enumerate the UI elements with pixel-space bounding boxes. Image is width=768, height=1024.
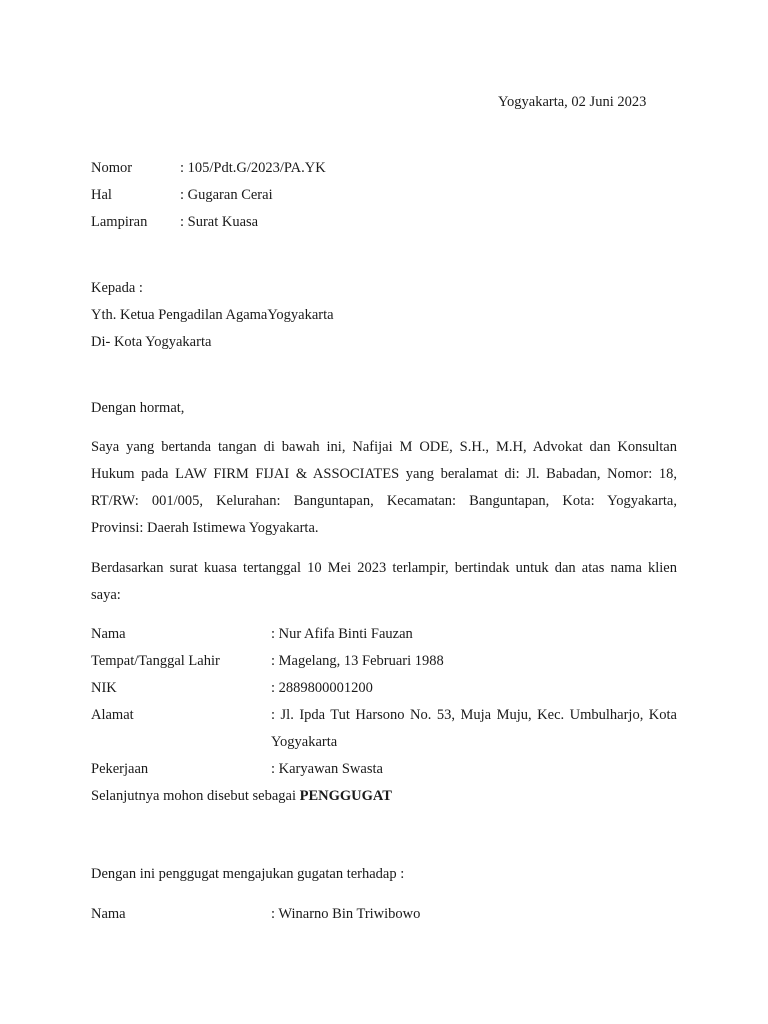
plaintiff-designation: [91, 783, 392, 810]
defendant-nama-label: Nama: [91, 906, 126, 922]
lampiran-value: : Surat Kuasa: [180, 214, 259, 230]
plaintiff-ttl-value: : Magelang, 13 Februari 1988: [271, 653, 444, 669]
plaintiff-nik-label: NIK: [91, 680, 117, 696]
nomor-label: Nomor: [91, 160, 133, 176]
intro-line-4: Provinsi: Daerah Istimewa Yogyakarta.: [91, 520, 319, 536]
place-date: Yogyakarta, 02 Juni 2023: [498, 94, 647, 110]
plaintiff-alamat-label: Alamat: [91, 707, 134, 723]
intro-line-1: Saya yang bertanda tangan di bawah ini, Nafijai M ODE, S.H., M.H, Advokat dan Konsultan: [91, 439, 677, 455]
designation-prefix: Selanjutnya mohon disebut sebagai: [91, 788, 300, 804]
intro-line-3: RT/RW: 001/005, Kelurahan: Banguntapan, Kecamatan: Banguntapan, Kota: Yogyakarta,: [91, 493, 677, 509]
power-paragraph: [91, 555, 677, 609]
recipient-kepada: Kepada :: [91, 280, 143, 296]
plaintiff-ttl-label: Tempat/Tanggal Lahir: [91, 653, 220, 669]
salutation: Dengan hormat,: [91, 400, 185, 416]
lawsuit-intro: Dengan ini penggugat mengajukan gugatan terhadap :: [91, 866, 405, 882]
power-line-1: Berdasarkan surat kuasa tertanggal 10 Mei 2023 terlampir, bertindak untuk dan atas nama klien: [91, 560, 677, 576]
designation-bold: PENGGUGAT: [299, 788, 392, 804]
plaintiff-pekerjaan-label: Pekerjaan: [91, 761, 149, 777]
defendant-nama-value: : Winarno Bin Triwibowo: [271, 906, 421, 922]
alamat-line-1: : Jl. Ipda Tut Harsono No. 53, Muja Muju, Kec. Umbulharjo, Kota: [271, 707, 677, 723]
hal-value: : Gugaran Cerai: [180, 187, 273, 203]
plaintiff-nik-value: : 2889800001200: [271, 680, 373, 696]
power-line-2: saya:: [91, 587, 121, 603]
recipient-name: Yth. Ketua Pengadilan AgamaYogyakarta: [91, 307, 334, 323]
alamat-line-2: Yogyakarta: [271, 734, 338, 750]
plaintiff-nama-value: : Nur Afifa Binti Fauzan: [271, 626, 413, 642]
plaintiff-nama-label: Nama: [91, 626, 126, 642]
intro-paragraph: [91, 434, 677, 542]
plaintiff-pekerjaan-value: : Karyawan Swasta: [271, 761, 383, 777]
plaintiff-alamat-value: [271, 702, 677, 756]
lampiran-label: Lampiran: [91, 214, 148, 230]
nomor-value: : 105/Pdt.G/2023/PA.YK: [180, 160, 326, 176]
hal-label: Hal: [91, 187, 112, 203]
recipient-location: Di- Kota Yogyakarta: [91, 334, 212, 350]
intro-line-2: Hukum pada LAW FIRM FIJAI & ASSOCIATES yang beralamat di: Jl. Babadan, Nomor: 18,: [91, 466, 677, 482]
